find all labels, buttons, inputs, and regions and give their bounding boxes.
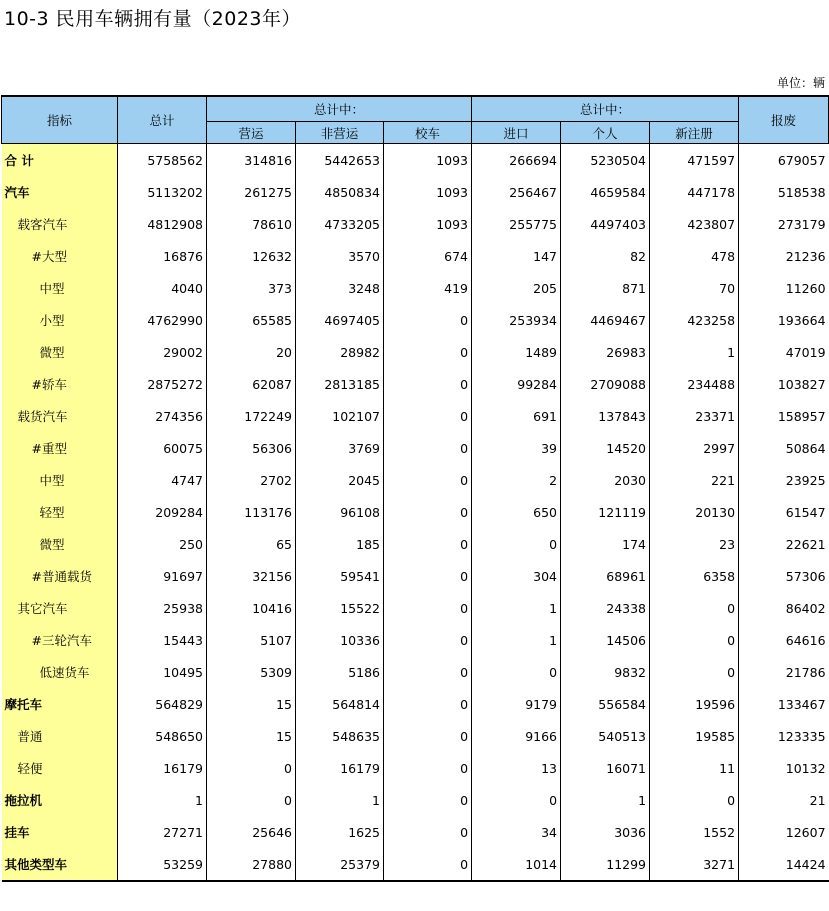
- table-cell: 4762990: [118, 304, 207, 336]
- table-cell: 25379: [296, 848, 384, 881]
- table-cell: 556584: [561, 688, 650, 720]
- table-cell: 64616: [739, 624, 829, 656]
- table-cell: 3570: [296, 240, 384, 272]
- table-cell: 255775: [472, 208, 561, 240]
- row-label: 微型: [2, 528, 118, 560]
- table-row: [2, 528, 829, 560]
- table-cell: 15522: [296, 592, 384, 624]
- table-cell: 5309: [207, 656, 296, 688]
- table-cell: 24338: [561, 592, 650, 624]
- table-cell: 133467: [739, 688, 829, 720]
- table-cell: 1: [561, 784, 650, 816]
- table-cell: 23371: [650, 400, 739, 432]
- table-cell: 0: [384, 656, 472, 688]
- table-cell: 23: [650, 528, 739, 560]
- table-cell: 564814: [296, 688, 384, 720]
- table-cell: 478: [650, 240, 739, 272]
- table-row: [2, 240, 829, 272]
- table-cell: 5230504: [561, 144, 650, 177]
- header-new-registration: 新注册: [650, 122, 739, 144]
- table-cell: 57306: [739, 560, 829, 592]
- row-label: 载货汽车: [2, 400, 118, 432]
- table-row: [2, 304, 829, 336]
- table-cell: 172249: [207, 400, 296, 432]
- row-label: 汽车: [2, 176, 118, 208]
- table-cell: 674: [384, 240, 472, 272]
- page-title: 10-3 民用车辆拥有量（2023年）: [4, 8, 302, 30]
- table-cell: 0: [384, 720, 472, 752]
- table-cell: 0: [384, 752, 472, 784]
- table-cell: 471597: [650, 144, 739, 177]
- row-label: #三轮汽车: [2, 624, 118, 656]
- table-cell: 14506: [561, 624, 650, 656]
- table-cell: 78610: [207, 208, 296, 240]
- table-cell: 5442653: [296, 144, 384, 177]
- table-cell: 871: [561, 272, 650, 304]
- table-cell: 548635: [296, 720, 384, 752]
- row-label: #轿车: [2, 368, 118, 400]
- table-row: [2, 848, 829, 881]
- table-row: [2, 688, 829, 720]
- table-cell: 16179: [296, 752, 384, 784]
- table-cell: 1: [472, 592, 561, 624]
- table-cell: 21236: [739, 240, 829, 272]
- table-cell: 256467: [472, 176, 561, 208]
- table-cell: 16071: [561, 752, 650, 784]
- row-label: 小型: [2, 304, 118, 336]
- table-cell: 0: [384, 848, 472, 881]
- table-row: [2, 720, 829, 752]
- table-cell: 5186: [296, 656, 384, 688]
- table-cell: 0: [384, 592, 472, 624]
- row-label: 载客汽车: [2, 208, 118, 240]
- header-group-1: 总计中：: [207, 96, 472, 122]
- table-cell: 12632: [207, 240, 296, 272]
- table-cell: 0: [384, 688, 472, 720]
- table-cell: 5113202: [118, 176, 207, 208]
- row-label: 轻便: [2, 752, 118, 784]
- table-cell: 304: [472, 560, 561, 592]
- header-scrapped: 报废: [739, 96, 829, 144]
- table-cell: 147: [472, 240, 561, 272]
- table-cell: 1093: [384, 208, 472, 240]
- table-row: [2, 656, 829, 688]
- table-cell: 65: [207, 528, 296, 560]
- table-cell: 10495: [118, 656, 207, 688]
- table-cell: 91697: [118, 560, 207, 592]
- table-cell: 0: [384, 368, 472, 400]
- table-cell: 25646: [207, 816, 296, 848]
- table-cell: 518538: [739, 176, 829, 208]
- table-cell: 11260: [739, 272, 829, 304]
- table-cell: 2875272: [118, 368, 207, 400]
- row-label: 其它汽车: [2, 592, 118, 624]
- table-cell: 2702: [207, 464, 296, 496]
- table-cell: 0: [384, 432, 472, 464]
- table-cell: 68961: [561, 560, 650, 592]
- row-label: 微型: [2, 336, 118, 368]
- table-row: [2, 208, 829, 240]
- table-cell: 22621: [739, 528, 829, 560]
- table-cell: 1489: [472, 336, 561, 368]
- table-body: [2, 144, 829, 882]
- table-cell: 0: [472, 784, 561, 816]
- table-cell: 0: [384, 336, 472, 368]
- table-cell: 266694: [472, 144, 561, 177]
- table-cell: 9179: [472, 688, 561, 720]
- table-cell: 4697405: [296, 304, 384, 336]
- table-cell: 27271: [118, 816, 207, 848]
- table-cell: 548650: [118, 720, 207, 752]
- vehicle-ownership-table: [1, 95, 829, 882]
- table-cell: 47019: [739, 336, 829, 368]
- table-cell: 62087: [207, 368, 296, 400]
- table-cell: 0: [472, 528, 561, 560]
- table-cell: 103827: [739, 368, 829, 400]
- row-label: 合 计: [2, 144, 118, 177]
- table-cell: 1: [472, 624, 561, 656]
- row-label: 挂车: [2, 816, 118, 848]
- table-cell: 4040: [118, 272, 207, 304]
- table-cell: 0: [384, 560, 472, 592]
- table-cell: 2813185: [296, 368, 384, 400]
- table-cell: 2997: [650, 432, 739, 464]
- table-cell: 9832: [561, 656, 650, 688]
- row-label: #重型: [2, 432, 118, 464]
- table-cell: 193664: [739, 304, 829, 336]
- table-cell: 0: [472, 656, 561, 688]
- table-cell: 2709088: [561, 368, 650, 400]
- header-indicator: 指标: [2, 96, 118, 144]
- table-cell: 2: [472, 464, 561, 496]
- table-cell: 23925: [739, 464, 829, 496]
- table-cell: 53259: [118, 848, 207, 881]
- table-cell: 10336: [296, 624, 384, 656]
- table-cell: 56306: [207, 432, 296, 464]
- row-label: 轻型: [2, 496, 118, 528]
- table-cell: 16179: [118, 752, 207, 784]
- row-label: #大型: [2, 240, 118, 272]
- table-cell: 0: [650, 784, 739, 816]
- header-school-bus: 校车: [384, 122, 472, 144]
- table-cell: 1625: [296, 816, 384, 848]
- row-label: 其他类型车: [2, 848, 118, 881]
- table-row: [2, 464, 829, 496]
- table-cell: 20: [207, 336, 296, 368]
- table-cell: 4733205: [296, 208, 384, 240]
- table-cell: 540513: [561, 720, 650, 752]
- table-cell: 137843: [561, 400, 650, 432]
- table-row: [2, 432, 829, 464]
- table-cell: 3248: [296, 272, 384, 304]
- table-cell: 1: [650, 336, 739, 368]
- table-cell: 679057: [739, 144, 829, 177]
- table-row: [2, 496, 829, 528]
- table-cell: 60075: [118, 432, 207, 464]
- unit-label: 单位：辆: [776, 76, 825, 90]
- table-cell: 82: [561, 240, 650, 272]
- table-row: [2, 816, 829, 848]
- table-cell: 21: [739, 784, 829, 816]
- table-cell: 12607: [739, 816, 829, 848]
- table-cell: 20130: [650, 496, 739, 528]
- table-cell: 4747: [118, 464, 207, 496]
- table-row: [2, 784, 829, 816]
- row-label: 低速货车: [2, 656, 118, 688]
- table-cell: 11299: [561, 848, 650, 881]
- table-row: [2, 272, 829, 304]
- table-cell: 86402: [739, 592, 829, 624]
- row-label: 中型: [2, 464, 118, 496]
- table-cell: 13: [472, 752, 561, 784]
- table-cell: 564829: [118, 688, 207, 720]
- table-row: [2, 368, 829, 400]
- table-cell: 221: [650, 464, 739, 496]
- table-cell: 0: [650, 624, 739, 656]
- table-cell: 11: [650, 752, 739, 784]
- table-cell: 205: [472, 272, 561, 304]
- table-cell: 34: [472, 816, 561, 848]
- table-cell: 419: [384, 272, 472, 304]
- table-cell: 28982: [296, 336, 384, 368]
- table-cell: 61547: [739, 496, 829, 528]
- table-cell: 0: [384, 528, 472, 560]
- table-cell: 261275: [207, 176, 296, 208]
- table-cell: 373: [207, 272, 296, 304]
- table-cell: 96108: [296, 496, 384, 528]
- table-cell: 423258: [650, 304, 739, 336]
- table-cell: 2030: [561, 464, 650, 496]
- header-group-2: 总计中：: [472, 96, 739, 122]
- table-cell: 0: [384, 496, 472, 528]
- table-row: [2, 624, 829, 656]
- table-cell: 0: [384, 400, 472, 432]
- table-cell: 0: [384, 624, 472, 656]
- table-cell: 4659584: [561, 176, 650, 208]
- table-cell: 16876: [118, 240, 207, 272]
- table-cell: 19596: [650, 688, 739, 720]
- table-cell: 25938: [118, 592, 207, 624]
- table-cell: 3769: [296, 432, 384, 464]
- table-cell: 0: [384, 816, 472, 848]
- table-cell: 102107: [296, 400, 384, 432]
- table-cell: 4469467: [561, 304, 650, 336]
- table-cell: 3036: [561, 816, 650, 848]
- table-cell: 27880: [207, 848, 296, 881]
- table-cell: 0: [384, 464, 472, 496]
- header-total: 总计: [118, 96, 207, 144]
- table-cell: 113176: [207, 496, 296, 528]
- table-cell: 691: [472, 400, 561, 432]
- table-row: [2, 176, 829, 208]
- table-cell: 19585: [650, 720, 739, 752]
- table-cell: 0: [207, 784, 296, 816]
- table-cell: 253934: [472, 304, 561, 336]
- table-cell: 1014: [472, 848, 561, 881]
- table-cell: 70: [650, 272, 739, 304]
- table-cell: 1093: [384, 176, 472, 208]
- row-label: 拖拉机: [2, 784, 118, 816]
- table-cell: 65585: [207, 304, 296, 336]
- table-cell: 185: [296, 528, 384, 560]
- table-cell: 14520: [561, 432, 650, 464]
- table-cell: 10416: [207, 592, 296, 624]
- table-cell: 32156: [207, 560, 296, 592]
- table-cell: 0: [207, 752, 296, 784]
- table-cell: 2045: [296, 464, 384, 496]
- table-cell: 0: [650, 656, 739, 688]
- header-personal: 个人: [561, 122, 650, 144]
- table-cell: 15443: [118, 624, 207, 656]
- table-cell: 273179: [739, 208, 829, 240]
- table-cell: 1: [118, 784, 207, 816]
- header-imported: 进口: [472, 122, 561, 144]
- table-cell: 650: [472, 496, 561, 528]
- table-row: [2, 592, 829, 624]
- table-cell: 0: [384, 304, 472, 336]
- table-cell: 5758562: [118, 144, 207, 177]
- table-cell: 0: [384, 784, 472, 816]
- table-cell: 39: [472, 432, 561, 464]
- table-cell: 0: [650, 592, 739, 624]
- table-row: [2, 144, 829, 177]
- row-label: 中型: [2, 272, 118, 304]
- table-cell: 314816: [207, 144, 296, 177]
- table-cell: 6358: [650, 560, 739, 592]
- table-cell: 4812908: [118, 208, 207, 240]
- table-cell: 9166: [472, 720, 561, 752]
- row-label: 普通: [2, 720, 118, 752]
- table-cell: 423807: [650, 208, 739, 240]
- table-cell: 29002: [118, 336, 207, 368]
- table-cell: 15: [207, 720, 296, 752]
- table-cell: 3271: [650, 848, 739, 881]
- table-cell: 174: [561, 528, 650, 560]
- table-cell: 274356: [118, 400, 207, 432]
- table-cell: 59541: [296, 560, 384, 592]
- table-cell: 5107: [207, 624, 296, 656]
- table-cell: 158957: [739, 400, 829, 432]
- header-non-operating: 非营运: [296, 122, 384, 144]
- table-cell: 123335: [739, 720, 829, 752]
- row-label: #普通载货: [2, 560, 118, 592]
- table-cell: 250: [118, 528, 207, 560]
- table-cell: 1552: [650, 816, 739, 848]
- table-cell: 1: [296, 784, 384, 816]
- table-row: [2, 400, 829, 432]
- table-cell: 447178: [650, 176, 739, 208]
- table-cell: 234488: [650, 368, 739, 400]
- table-cell: 4497403: [561, 208, 650, 240]
- table-row: [2, 560, 829, 592]
- table-cell: 10132: [739, 752, 829, 784]
- table-cell: 50864: [739, 432, 829, 464]
- table-cell: 26983: [561, 336, 650, 368]
- table-cell: 121119: [561, 496, 650, 528]
- row-label: 摩托车: [2, 688, 118, 720]
- table-row: [2, 336, 829, 368]
- table-header: [2, 96, 829, 144]
- table-cell: 209284: [118, 496, 207, 528]
- table-cell: 14424: [739, 848, 829, 881]
- table-cell: 1093: [384, 144, 472, 177]
- table-cell: 21786: [739, 656, 829, 688]
- table-row: [2, 752, 829, 784]
- table-cell: 99284: [472, 368, 561, 400]
- table-cell: 4850834: [296, 176, 384, 208]
- header-operating: 营运: [207, 122, 296, 144]
- table-cell: 15: [207, 688, 296, 720]
